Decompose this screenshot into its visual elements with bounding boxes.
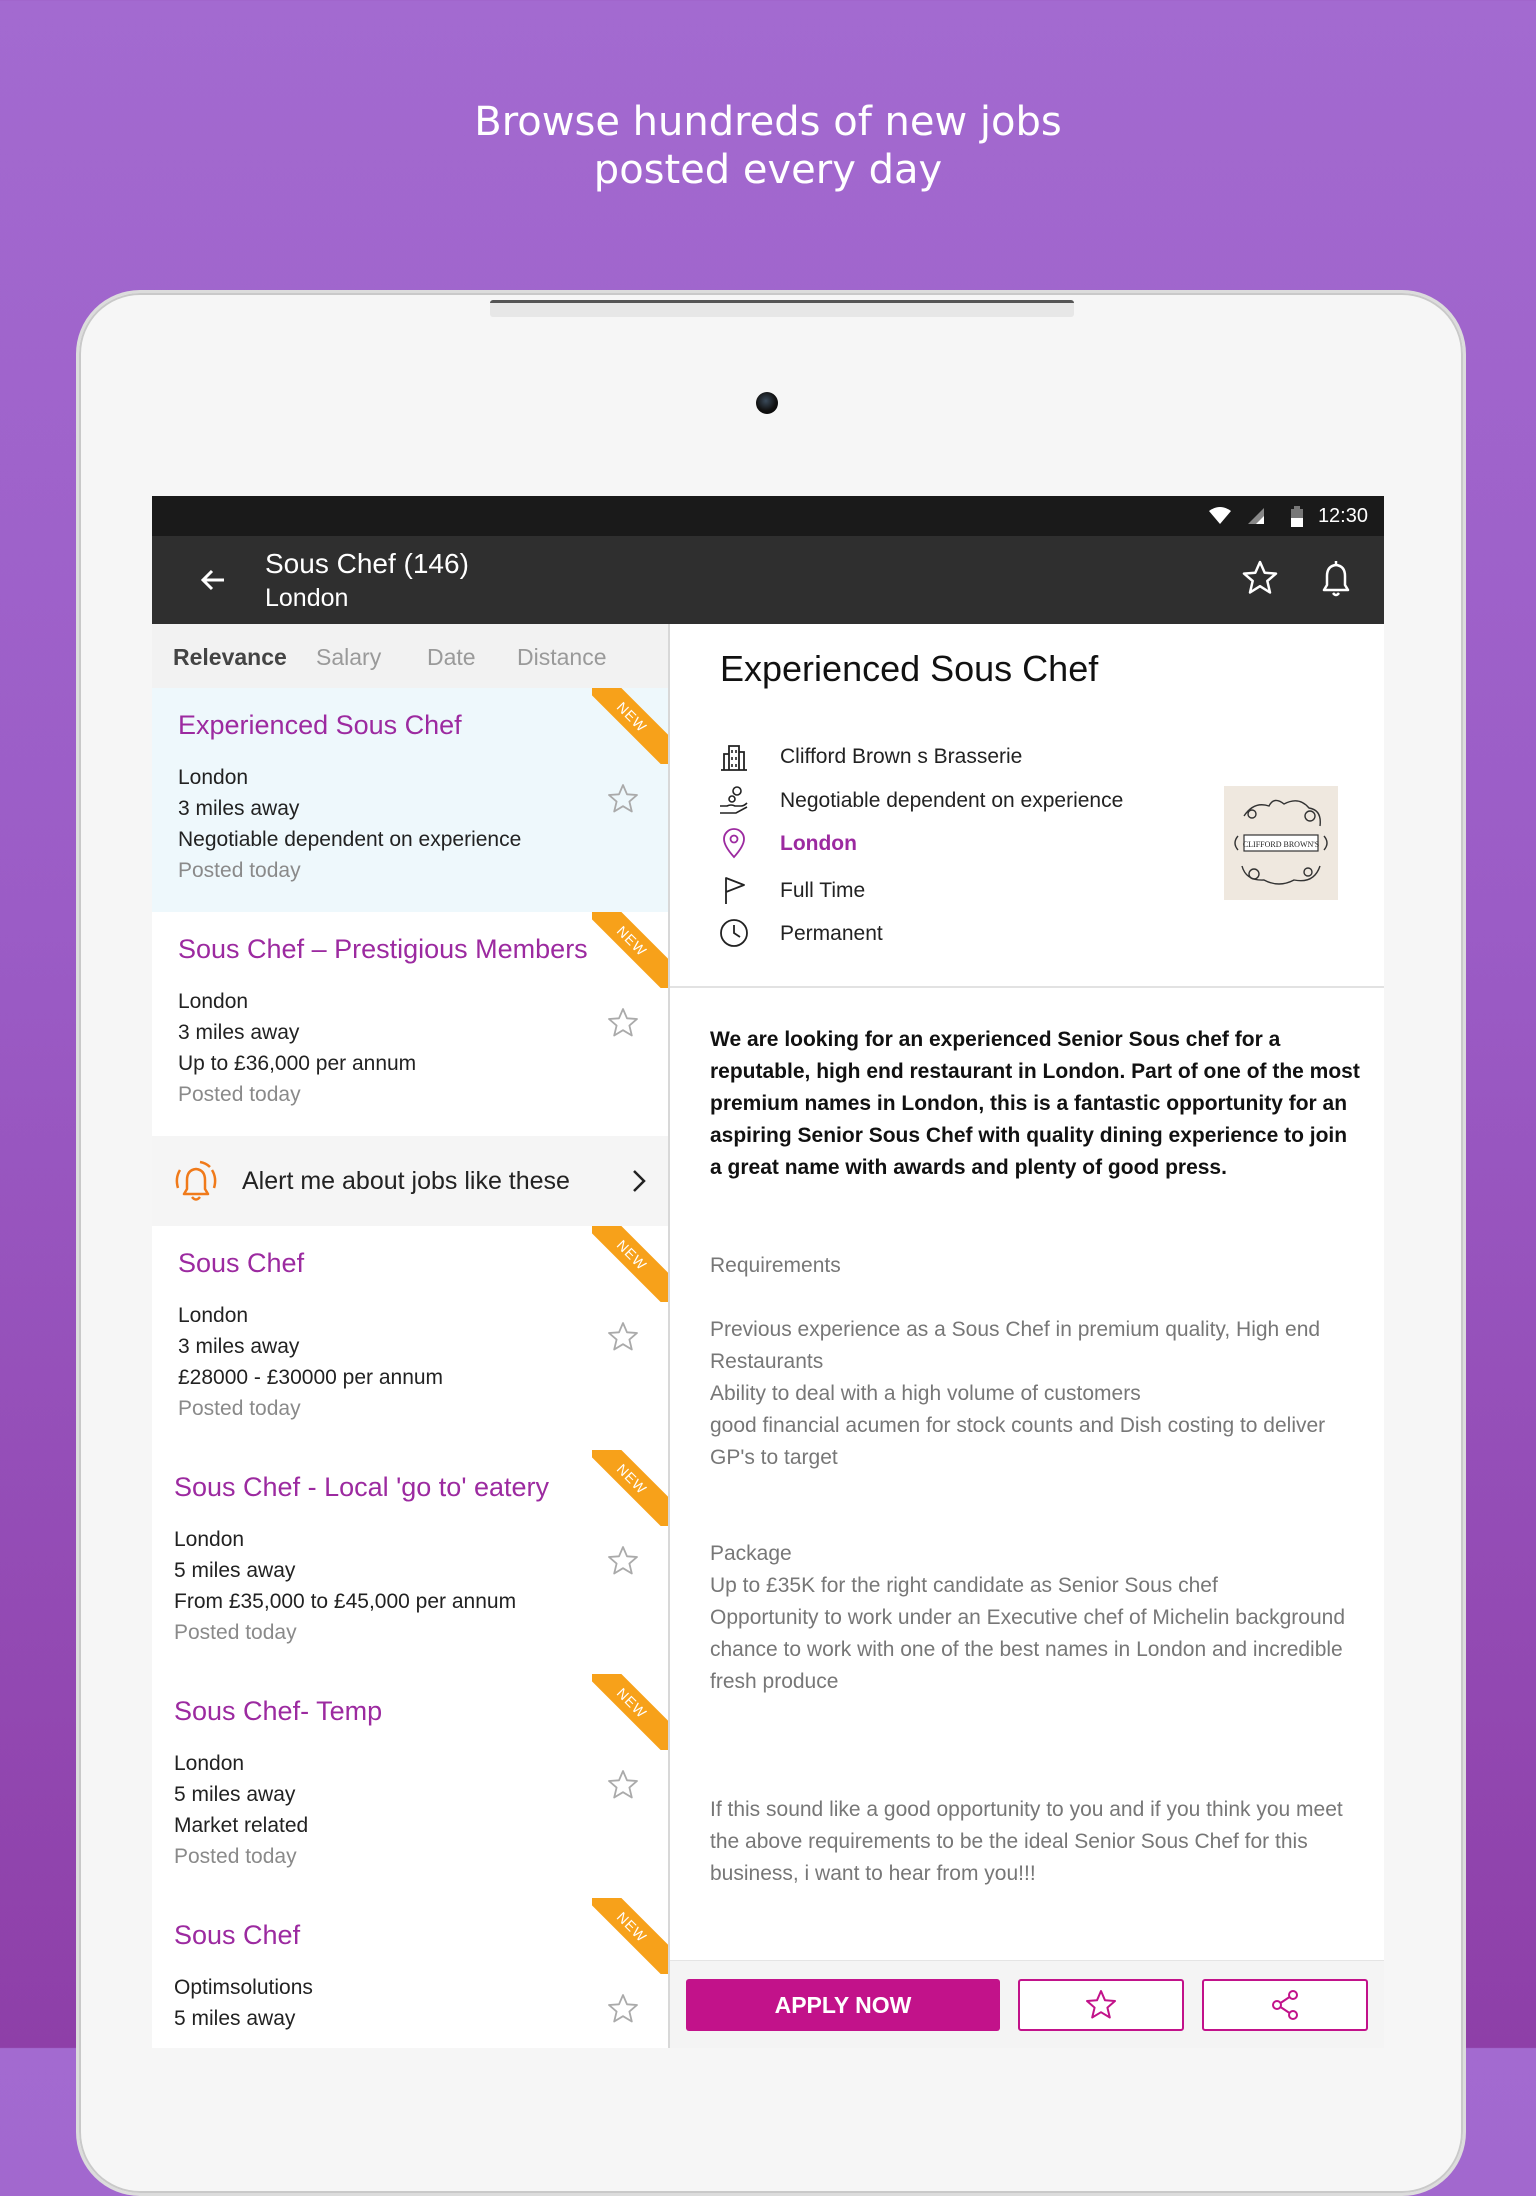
alert-bell-icon[interactable]: [1316, 558, 1356, 600]
save-job-button[interactable]: [1018, 1979, 1184, 2031]
job-posted: Posted today: [174, 1621, 297, 1644]
job-distance: 3 miles away: [178, 1021, 300, 1044]
package-heading: Package: [710, 1542, 792, 1565]
job-salary: Negotiable dependent on experience: [178, 828, 522, 851]
star-icon: [1084, 1988, 1118, 2022]
share-icon: [1268, 1988, 1302, 2022]
package-item: Opportunity to work under an Executive chef of Michelin background: [710, 1606, 1346, 1629]
star-icon[interactable]: [606, 1768, 640, 1802]
contract-row: [718, 917, 1238, 951]
headline-line-1: Browse hundreds of new jobs: [474, 99, 1062, 145]
new-badge: NEW: [592, 1674, 668, 1750]
location-pin-icon: [718, 827, 750, 859]
job-title[interactable]: Experienced Sous Chef: [178, 710, 462, 740]
job-salary: From £35,000 to £45,000 per annum: [174, 1590, 517, 1613]
job-card[interactable]: [152, 912, 668, 1138]
package-item: Up to £35K for the right candidate as Senior Sous chef: [710, 1574, 1218, 1597]
salary-value: Negotiable dependent on experience: [780, 789, 1124, 812]
job-title[interactable]: Sous Chef – Prestigious Members: [178, 934, 588, 964]
package-item: chance to work with one of the best names in London and incredible fresh produce: [710, 1638, 1343, 1693]
hours-row: [718, 874, 1238, 908]
location-value[interactable]: London: [780, 832, 857, 855]
tab-relevance[interactable]: Relevance: [173, 644, 287, 670]
back-arrow-icon[interactable]: [194, 560, 234, 600]
job-location: Optimsolutions: [174, 1976, 313, 1999]
status-bar: [152, 496, 1384, 536]
new-badge: NEW: [592, 1226, 668, 1302]
svg-text:CLIFFORD BROWN'S: CLIFFORD BROWN'S: [1242, 840, 1320, 849]
requirements-heading: Requirements: [710, 1254, 841, 1277]
star-icon[interactable]: [606, 1320, 640, 1354]
requirements-list: [710, 1314, 1360, 1474]
job-posted: Posted today: [178, 859, 301, 882]
job-location: London: [178, 990, 249, 1013]
job-card[interactable]: [152, 1450, 668, 1676]
promo-headline: [0, 98, 1536, 194]
company-logo: [1224, 786, 1338, 900]
search-location: London: [265, 584, 349, 612]
job-location: London: [174, 1528, 245, 1551]
job-title[interactable]: Sous Chef- Temp: [174, 1696, 383, 1726]
signal-icon: [1246, 506, 1266, 526]
save-search-star-icon[interactable]: [1240, 558, 1280, 598]
job-distance: 3 miles away: [178, 797, 300, 820]
new-badge: NEW: [592, 912, 668, 988]
detail-divider: [670, 986, 1384, 988]
package-list: [710, 1570, 1360, 1698]
job-title[interactable]: Sous Chef: [174, 1920, 301, 1950]
company-name: Clifford Brown s Brasserie: [780, 745, 1023, 768]
job-location: London: [178, 766, 249, 789]
tab-distance[interactable]: Distance: [517, 644, 607, 670]
new-badge: NEW: [592, 1898, 668, 1974]
tablet-camera: [756, 392, 778, 414]
job-summary: We are looking for an experienced Senior Sous chef for a reputable, high end restaurant in London. Part of one of the most premium names in London, this is a fantastic opportunity for an aspiring Senior Sous Chef with quality dining experience to join a great name with awards and plenty of good press.: [710, 1028, 1360, 1179]
building-icon: [718, 740, 750, 772]
app-bar: [152, 536, 1384, 624]
job-list-panel: [152, 624, 670, 2048]
requirement-item: Previous experience as a Sous Chef in premium quality, High end Restaurants: [710, 1318, 1321, 1373]
company-row: [718, 740, 1238, 774]
requirement-item: good financial acumen for stock counts and Dish costing to deliver GP's to target: [710, 1414, 1326, 1469]
job-salary: Up to £36,000 per annum: [178, 1052, 417, 1075]
salary-row: [718, 784, 1238, 818]
clock-icon: [718, 917, 750, 949]
job-alert-row[interactable]: [152, 1136, 668, 1228]
job-posted: Posted today: [178, 1397, 301, 1420]
job-card[interactable]: [152, 688, 668, 914]
chevron-right-icon: [628, 1168, 650, 1194]
wifi-icon: [1208, 506, 1232, 526]
alert-bell-icon: [170, 1156, 222, 1208]
closing-text: If this sound like a good opportunity to you and if you think you meet the above requirements to be the ideal Senior Sous Chef for this business, i want to hear from you!!!: [710, 1798, 1343, 1885]
job-title[interactable]: Sous Chef: [178, 1248, 305, 1278]
location-row[interactable]: [718, 827, 1238, 861]
star-icon[interactable]: [606, 1544, 640, 1578]
job-distance: 3 miles away: [178, 1335, 300, 1358]
requirement-item: Ability to deal with a high volume of customers: [710, 1382, 1141, 1405]
job-location: London: [174, 1752, 245, 1775]
star-icon[interactable]: [606, 1006, 640, 1040]
job-salary: Market related: [174, 1814, 309, 1837]
action-bar: [670, 1960, 1384, 2048]
job-card[interactable]: [152, 1226, 668, 1452]
sort-tabs: [152, 624, 668, 689]
apply-now-button[interactable]: APPLY NOW: [686, 1979, 1000, 2031]
tab-salary[interactable]: Salary: [316, 644, 382, 670]
star-icon[interactable]: [606, 1992, 640, 2026]
job-detail-panel: [670, 624, 1384, 2048]
job-posted: Posted today: [174, 1845, 297, 1868]
job-title[interactable]: Sous Chef - Local 'go to' eatery: [174, 1472, 550, 1502]
alert-label[interactable]: Alert me about jobs like these: [242, 1167, 570, 1195]
job-posted: Posted today: [178, 1083, 301, 1106]
app-screen: [152, 496, 1384, 2048]
detail-title: Experienced Sous Chef: [720, 648, 1099, 689]
tab-date[interactable]: Date: [427, 644, 476, 670]
new-badge: NEW: [592, 1450, 668, 1526]
headline-line-2: posted every day: [593, 147, 943, 193]
hours-value: Full Time: [780, 879, 866, 902]
contract-value: Permanent: [780, 922, 883, 945]
new-badge: NEW: [592, 688, 668, 764]
job-card[interactable]: [152, 1898, 668, 2048]
star-icon[interactable]: [606, 782, 640, 816]
salary-hand-icon: [718, 784, 750, 816]
job-salary: £28000 - £30000 per annum: [178, 1366, 444, 1389]
job-distance: 5 miles away: [174, 1559, 296, 1582]
job-distance: 5 miles away: [174, 1783, 296, 1806]
job-location: London: [178, 1304, 249, 1327]
flag-icon: [718, 874, 750, 906]
tablet-speaker: [490, 300, 1074, 317]
status-time: 12:30: [1317, 505, 1368, 527]
search-title: Sous Chef (146): [265, 548, 469, 579]
battery-icon: [1290, 506, 1304, 528]
share-button[interactable]: [1202, 1979, 1368, 2031]
job-distance: 5 miles away: [174, 2007, 296, 2030]
company-logo-image: [1224, 786, 1338, 900]
job-card[interactable]: [152, 1674, 668, 1900]
